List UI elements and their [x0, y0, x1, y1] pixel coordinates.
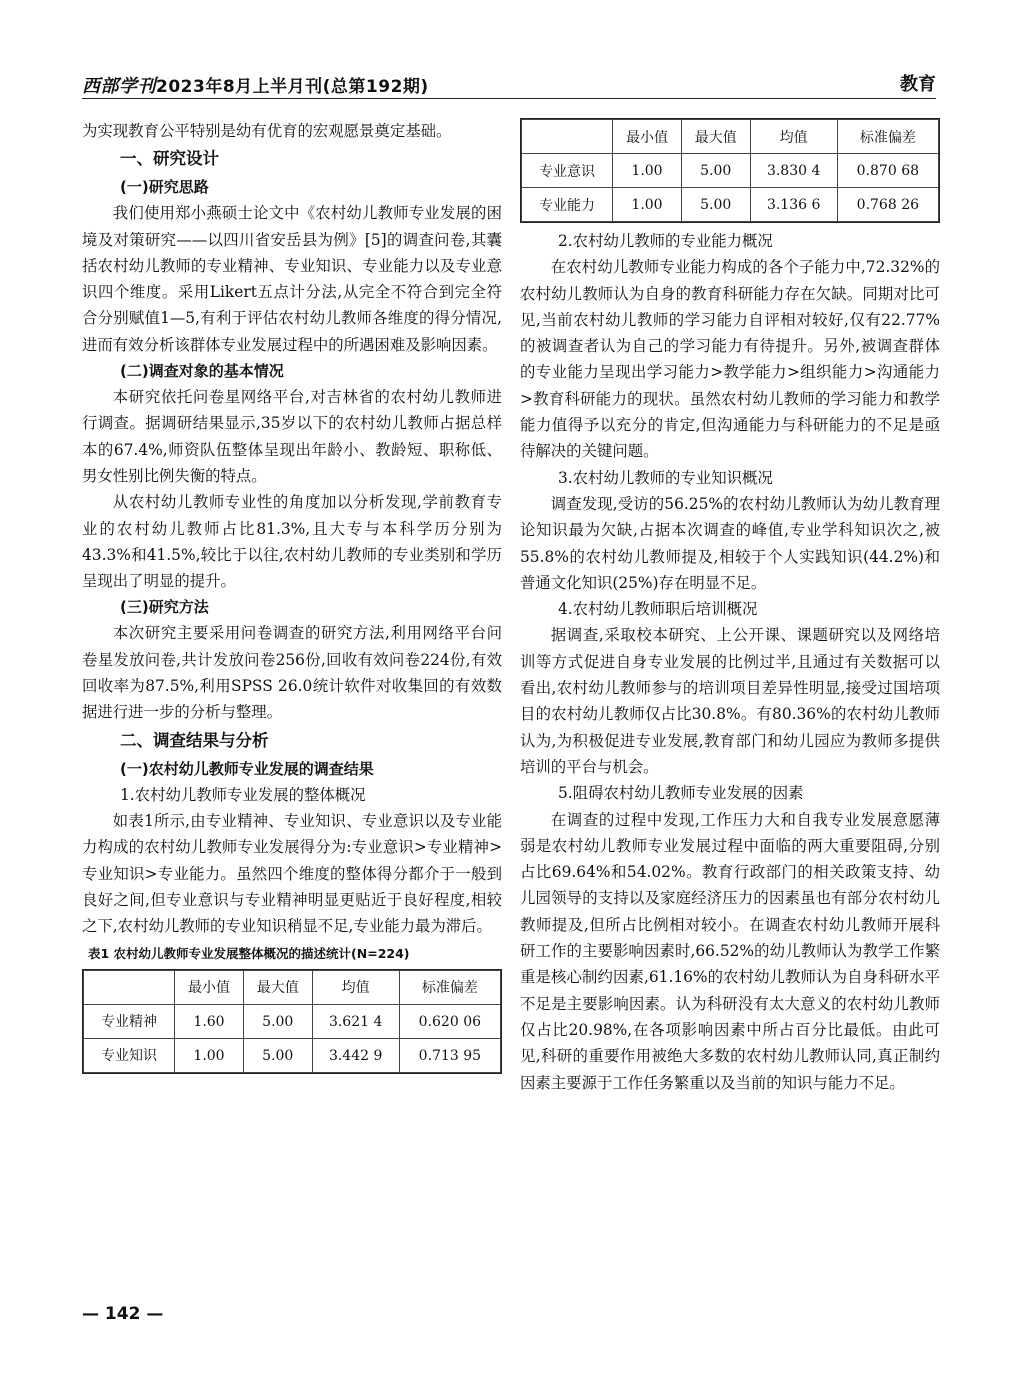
- subsection-heading: (三)研究方法: [120, 598, 209, 617]
- journal-logo: 西部学刊: [82, 76, 156, 97]
- table-cell: 3.621 4: [312, 1005, 399, 1039]
- subsubsection-heading: 2.农村幼儿教师的专业能力概况: [558, 232, 773, 250]
- table-header-cell: 标准偏差: [399, 971, 500, 1005]
- journal-title: [82, 72, 429, 98]
- subsection-heading: (一)研究思路: [120, 178, 209, 197]
- table-header-cell: 最大值: [243, 971, 312, 1005]
- table-cell: 专业精神: [84, 1005, 175, 1039]
- journal-issue: 2023年8月上半月刊(总第192期): [156, 77, 429, 97]
- paragraph: 本研究依托问卷星网络平台,对吉林省的农村幼儿教师进行调查。据调研结果显示,35岁以下的农村幼儿教师占据总样本的67.4%,师资队伍整体呈现出年龄小、教龄短、职称低、男女性别比例失衡的特点。: [82, 388, 502, 485]
- paragraph: 调查发现,受访的56.25%的农村幼儿教师认为幼儿教育理论知识最为欠缺,占据本次调查的峰值,专业学科知识次之,被55.8%的农村幼儿教师提及,相较于个人实践知识(44.2%)和普通文化知识(25%)存在明显不足。: [520, 494, 940, 592]
- table-cell: 5.00: [243, 1005, 312, 1039]
- paragraph: 在农村幼儿教师专业能力构成的各个子能力中,72.32%的农村幼儿教师认为自身的教育科研能力存在欠缺。同期对比可见,当前农村幼儿教师的学习能力自评相对较好,仅有22.77%的被调查者认为自己的学习能力有待提升。另外,被调查群体的专业能力呈现出学习能力>教学能力>组织能力>沟通能力>教育科研能力的现状。虽然农村幼儿教师的学习能力和教学能力值得予以充分的肯定,但沟通能力与科研能力的不足是亟待解决的关键问题。: [520, 258, 940, 461]
- paragraph: 如表1所示,由专业精神、专业知识、专业意识以及专业能力构成的农村幼儿教师专业发展得分为:专业意识>专业精神>专业知识>专业能力。虽然四个维度的整体得分都介于一般到良好之间,但专业意识与专业精神明显更贴近于良好程度,相较之下,农村幼儿教师的专业知识稍显不足,专业能力最为滞后。: [82, 811, 502, 936]
- paragraph: 从农村幼儿教师专业性的角度加以分析发现,学前教育专业的农村幼儿教师占比81.3%,且大专与本科学历分别为43.3%和41.5%,较比于以往,农村幼儿教师的专业类别和学历呈现出了明显的提升。: [82, 493, 502, 591]
- subsubsection-heading: 4.农村幼儿教师职后培训概况: [558, 600, 758, 619]
- table-cell: 0.768 26: [837, 188, 938, 222]
- paragraph: 据调查,采取校本研究、上公开课、课题研究以及网络培训等方式促进自身专业发展的比例过半,且通过有关数据可以看出,农村幼儿教师参与的培训项目差异性明显,接受过国培项目的农村幼儿教师仅占比30.8%。有80.36%的农村幼儿教师认为,为积极促进专业发展,教育部门和幼儿园应为教师多提供培训的平台与机会。: [520, 626, 940, 776]
- table-header-row: [522, 120, 939, 154]
- table-cell: 专业意识: [522, 154, 613, 188]
- table-continued: [520, 118, 940, 223]
- stats-table-part1: [83, 970, 501, 1073]
- left-column: [82, 118, 502, 1074]
- table-header-cell: 均值: [750, 120, 837, 154]
- stats-table-part2: [521, 119, 939, 222]
- paragraph: 为实现教育公平特别是幼有优育的宏观愿景奠定基础。: [82, 122, 452, 140]
- table-cell: 5.00: [681, 188, 750, 222]
- table-header-cell: 均值: [312, 971, 399, 1005]
- section-heading: 二、调查结果与分析: [120, 730, 269, 750]
- table-cell: 专业能力: [522, 188, 613, 222]
- table-caption: 表1 农村幼儿教师专业发展整体概况的描述统计(N=224): [88, 946, 410, 962]
- table-header-cell: 最大值: [681, 120, 750, 154]
- right-column: [520, 228, 940, 1096]
- subsubsection-heading: 5.阻碍农村幼儿教师专业发展的因素: [558, 784, 804, 803]
- table-cell: 专业知识: [84, 1039, 175, 1073]
- table-cell: 0.620 06: [399, 1005, 500, 1039]
- table-cell: 0.870 68: [837, 154, 938, 188]
- table-row: [522, 154, 939, 188]
- table-header-cell: 最小值: [613, 120, 682, 154]
- paragraph: 本次研究主要采用问卷调查的研究方法,利用网络平台问卷星发放问卷,共计发放问卷256份,回收有效问卷224份,有效回收率为87.5%,利用SPSS 26.0统计软件对收集回的有效数据进行进一步的分析与整理。: [82, 624, 502, 722]
- table-cell: 1.60: [175, 1005, 244, 1039]
- table-cell: 3.830 4: [750, 154, 837, 188]
- table-cell: 1.00: [175, 1039, 244, 1073]
- subsubsection-heading: 1.农村幼儿教师专业发展的整体概况: [120, 785, 366, 804]
- section-heading: 一、研究设计: [120, 149, 219, 169]
- table-cell: 3.136 6: [750, 188, 837, 222]
- table-cell: 5.00: [681, 154, 750, 188]
- table-header-cell: 标准偏差: [837, 120, 938, 154]
- table-row: [84, 1039, 501, 1073]
- subsubsection-heading: 3.农村幼儿教师的专业知识概况: [558, 468, 773, 487]
- page-number: — 142 —: [82, 1304, 164, 1324]
- table-cell: 3.442 9: [312, 1039, 399, 1073]
- table-cell: 5.00: [243, 1039, 312, 1073]
- table-header-row: [84, 971, 501, 1005]
- subsection-heading: (一)农村幼儿教师专业发展的调查结果: [120, 759, 374, 778]
- section-label: 教育: [900, 74, 936, 95]
- table-header-cell: [522, 120, 613, 154]
- table-header-cell: [84, 971, 175, 1005]
- table-cell: 1.00: [613, 154, 682, 188]
- page-header: [82, 60, 936, 99]
- paragraph: 我们使用郑小燕硕士论文中《农村幼儿教师专业发展的困境及对策研究——以四川省安岳县为例》[5]的调查问卷,其囊括农村幼儿教师的专业精神、专业知识、专业能力以及专业意识四个维度。采用Likert五点计分法,从完全不符合到完全符合分别赋值1—5,有利于评估农村幼儿教师各维度的得分情况,进而有效分析该群体专业发展过程中的所遇困难及影响因素。: [82, 204, 502, 354]
- table-cell: 0.713 95: [399, 1039, 500, 1073]
- subsection-heading: (二)调查对象的基本情况: [120, 362, 284, 381]
- table-row: [84, 1005, 501, 1039]
- paragraph: 在调查的过程中发现,工作压力大和自我专业发展意愿薄弱是农村幼儿教师专业发展过程中面临的两大重要阻碍,分别占比69.64%和54.02%。教育行政部门的相关政策支持、幼儿园领导的支持以及家庭经济压力的因素虽也有部分农村幼儿教师提及,但所占比例相对较小。在调查农村幼儿教师开展科研工作的主要影响因素时,66.52%的幼儿教师认为教学工作繁重是核心制约因素,61.16%的农村幼儿教师认为自身科研水平不足是主要影响因素。认为科研没有太大意义的农村幼儿教师仅占比20.98%,在各项影响因素中所占百分比最低。由此可见,科研的重要作用被绝大多数的农村幼儿教师认同,真正制约因素主要源于工作任务繁重以及当前的知识与能力不足。: [520, 810, 940, 1092]
- table-header-cell: 最小值: [175, 971, 244, 1005]
- table-cell: 1.00: [613, 188, 682, 222]
- table-row: [522, 188, 939, 222]
